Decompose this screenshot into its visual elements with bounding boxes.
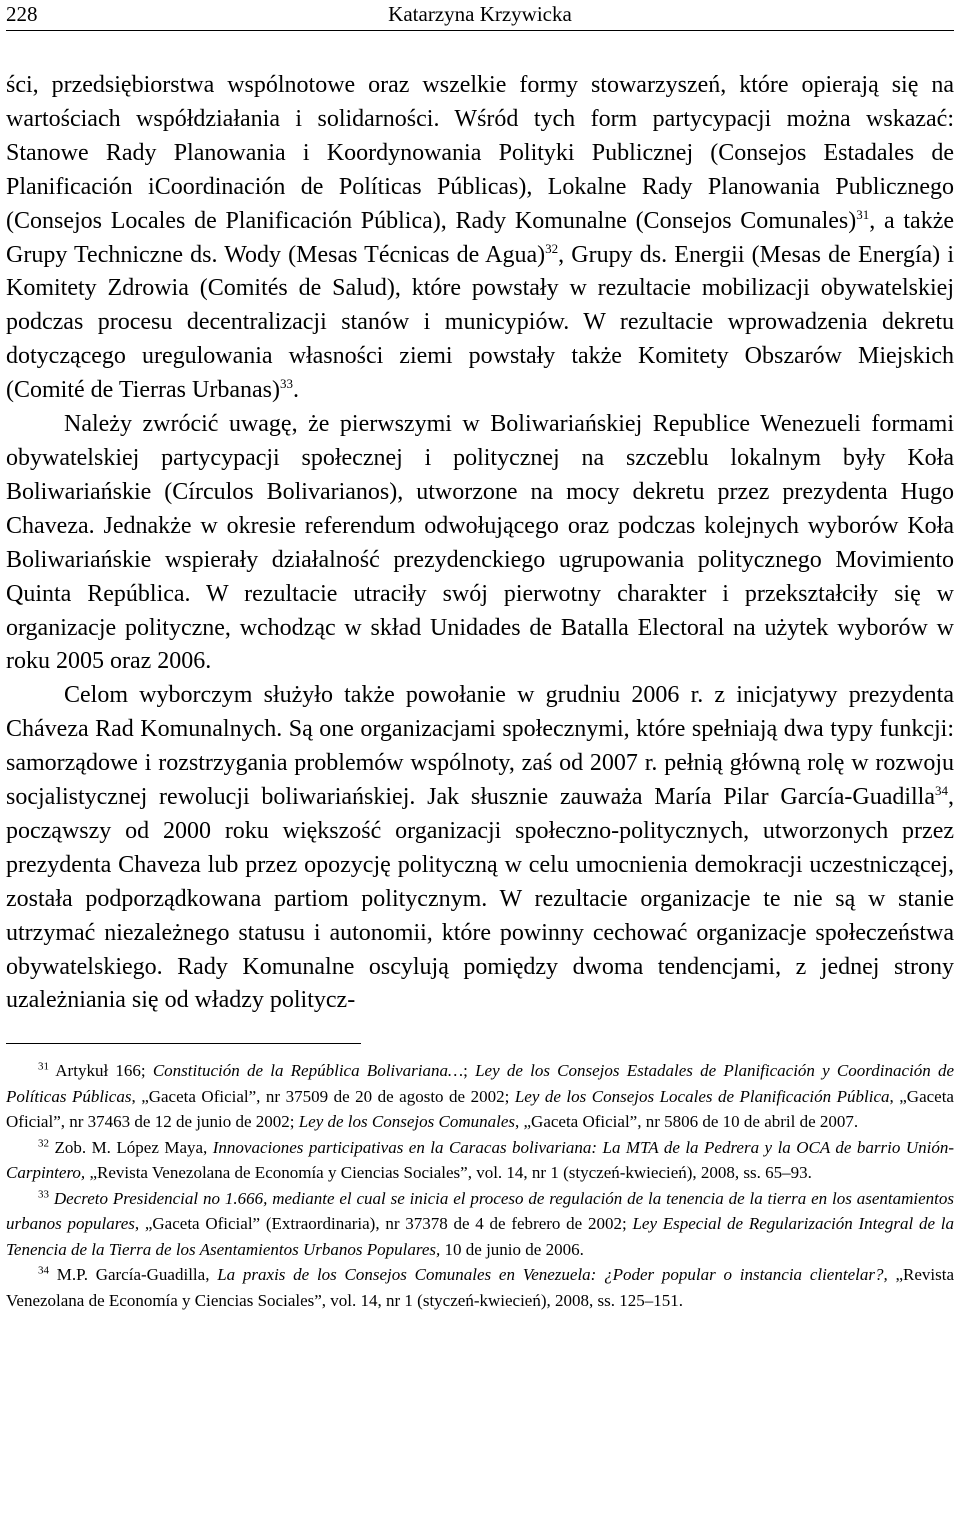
paragraph-2: Należy zwrócić uwagę, że pierwszymi w Boliwariańskiej Republice Wenezueli formami obywatelskiej partycypacji społecznej i politycznej na szczeblu lokalnym były Koła Boliwariańskie (Círculos Bolivarianos), utworzone na mocy dekretu przez prezydenta Hugo Chaveza. Jednakże w okresie referendum odwołującego oraz podczas kolejnych wyborów Koła Boliwariańskie wspierały działalność prezydenckiego ugrupowania politycznego Movimiento Quinta República. W rezultacie utraciły swój pierwotny charakter i przekształciły się w organizacje polityczne, wchodząc w skład Unidades de Batalla Electoral na użytek wyborów w roku 2005 oraz 2006. — [6, 411, 954, 675]
footnote-text: , „Gaceta Oficial” (Extraordinaria), nr 37378 de 4 de febrero de 2002; — [134, 1214, 633, 1234]
paragraph-1-text-d: . — [292, 377, 299, 404]
page-number: 228 — [6, 2, 38, 26]
footnote-31 — [6, 1058, 954, 1135]
footnote-text: Zob. M. López Maya, — [49, 1137, 213, 1157]
footnote-title: Ley Especial de Regularización Integral de la Tenencia de la Tierra de los Asentamientos Urbanos Populares, — [6, 1214, 955, 1259]
footnote-text: „Revista Venezolana de Economía y Ciencias Sociales”, vol. 14, nr 1 (styczeń-kwiecień), 2008, ss. 125–151. — [6, 1265, 955, 1310]
footnote-text: M.P. García-Guadilla, — [49, 1265, 218, 1285]
paragraph-1 — [6, 69, 954, 408]
footnote-33 — [6, 1186, 954, 1263]
paragraph-1-text: ści, przedsiębiorstwa wspólnotowe oraz wszelkie formy stowarzyszeń, które opierają się na wartościach współdziałania i solidarności. Wśród tych form partycypacji można wskazać: Stanowe Rady Planowania i Koordynowania Polityki Publicznej (Consejos Estadales de Planificación iCoordinación de Políticas Públicas), Lokalne Rady Planowania Publicznego (Consejos Locales de Planificación Pública), Rady Komunalne (Consejos Comunales) — [6, 72, 954, 234]
footnote-number: 32 — [38, 1137, 49, 1150]
footnote-title: La praxis de los Consejos Comunales en Venezuela: ¿Poder popular o instancia clientelar?, — [217, 1265, 888, 1285]
paragraph-3 — [6, 679, 954, 1018]
footnote-text: , „Gaceta Oficial”, nr 5806 de 10 de abril de 2007. — [515, 1112, 859, 1132]
footnote-title: Innovaciones participativas en la Caracas bolivariana: La MTA de la Pedrera y la OCA de barrio Unión-Carpintero, — [6, 1137, 954, 1183]
footnote-ref-32[interactable]: 32 — [545, 240, 559, 256]
footnote-34 — [6, 1262, 954, 1313]
paragraph-1-text-b: , a także Grupy Techniczne ds. Wody (Mesas Técnicas de Agua) — [6, 207, 955, 268]
footnote-text: 10 de junio de 2006. — [440, 1239, 584, 1259]
body-text — [6, 69, 954, 1018]
footnote-text: , „Gaceta Oficial”, nr 37463 de 12 de junio de 2002; — [6, 1086, 954, 1132]
footnote-title: Ley de los Consejos Estadales de Planificación y Coordinación de Políticas Públicas — [6, 1061, 954, 1106]
footnote-text: ; — [463, 1061, 476, 1081]
footnote-ref-33[interactable]: 33 — [279, 376, 293, 392]
paragraph-3-text: Celom wyborczym służyło także powołanie w grudniu 2006 r. z inicjatywy prezydenta Cháveza Rad Komunalnych. Są one organizacjami społecznymi, które spełniają dwa typy funkcji: samorządowe i rozstrzygania problemów wspólnoty, zaś od 2007 r. pełnią główną rolę w rozwoju socjalistycznej rewolucji boliwariańskiej. Jak słusznie zauważa María Pilar García-Guadilla — [6, 682, 954, 811]
footnote-text: Artykuł 166; — [49, 1061, 153, 1081]
footnote-title: Constitución de la República Bolivariana… — [152, 1061, 464, 1081]
footnote-text: , „Gaceta Oficial”, nr 37509 de 20 de agosto de 2002; — [131, 1086, 515, 1106]
footnote-text: „Revista Venezolana de Economía y Ciencias Sociales”, vol. 14, nr 1 (styczeń-kwiecień), 2008, ss. 65–93. — [85, 1163, 812, 1183]
footnote-number: 34 — [38, 1264, 49, 1277]
footnote-ref-31[interactable]: 31 — [856, 206, 870, 222]
footnotes — [6, 1058, 954, 1313]
footnote-title: Ley de los Consejos Locales de Planificación Pública — [514, 1086, 890, 1106]
footnote-number: 33 — [38, 1188, 49, 1201]
footnote-title: Ley de los Consejos Comunales — [298, 1112, 515, 1132]
footnote-title: Decreto Presidencial no 1.666, mediante el cual se inicia el proceso de regulación de la tenencia de la tierra en los asentamientos urbanos populares — [6, 1188, 954, 1234]
footnote-number: 31 — [38, 1060, 49, 1073]
paragraph-1-text-c: , Grupy ds. Energii (Mesas de Energía) i Komitety Zdrowia (Comités de Salud), które powstały w rezultacie mobilizacji obywatelskiej podczas procesu decentralizacji stanów i municypiów. W rezultacie wprowadzenia dekretu dotyczącego uregulowania własności ziemi powstały także Komitety Obszarów Miejskich (Comité de Tierras Urbanas) — [6, 241, 954, 404]
running-header — [6, 0, 954, 31]
footnote-ref-34[interactable]: 34 — [935, 783, 948, 799]
paragraph-3-text-b: , począwszy od 2000 roku większość organizacji społeczno-politycznych, utworzonych przez prezydenta Chaveza lub przez opozycję polityczną w celu umocnienia demokracji uczestniczącej, została podporządkowana partiom politycznym. W rezultacie organizacje te nie są w stanie utrzymać niezależnego statusu i autonomii, które powinny cechować organizacje społeczeństwa obywatelskiego. Rady Komunalne oscylują pomiędzy dwoma tendencjami, z jednej strony uzależniania się od władzy politycz- — [6, 784, 954, 1014]
running-head-author: Katarzyna Krzywicka — [388, 2, 572, 26]
footnote-32 — [6, 1135, 954, 1186]
footnote-separator — [6, 1043, 361, 1044]
